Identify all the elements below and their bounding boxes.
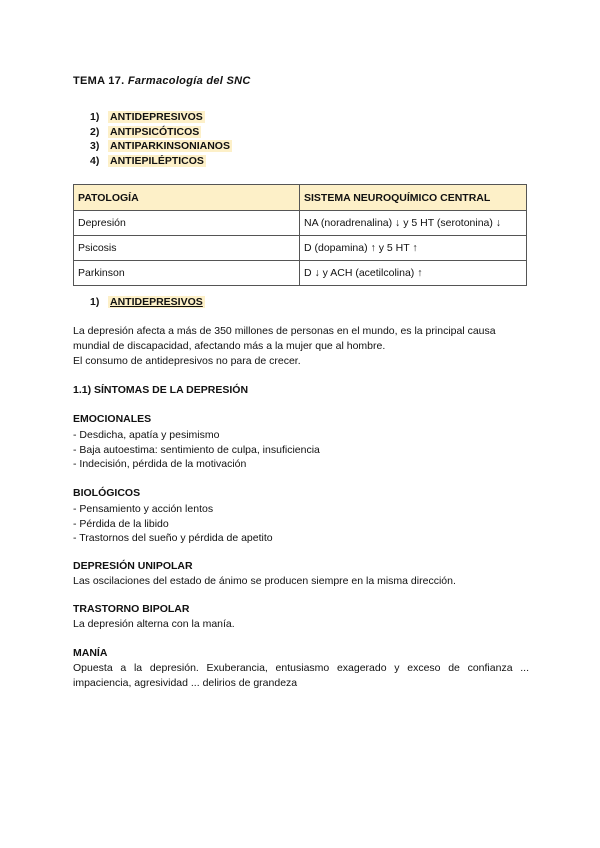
section-heading-label: ANTIDEPRESIVOS (110, 296, 203, 308)
table-of-contents (90, 110, 232, 168)
list-item: - Pérdida de la libido (73, 517, 169, 530)
table-row (74, 261, 527, 286)
unipolar-text: Las oscilaciones del estado de ánimo se producen siempre en la misma dirección. (73, 575, 456, 587)
bipolar-text: La depresión alterna con la manía. (73, 618, 235, 630)
toc-item: 2) ANTIPSICÓTICOS (90, 125, 200, 138)
intro-paragraph: La depresión afecta a más de 350 millones de personas en el mundo, es la principal causa mundial de discapacidad, afectando más a la mujer que al hombre. El consumo de antidepresivos no para de crecer. (73, 325, 496, 367)
biological-list (73, 502, 273, 546)
table-cell: NA (noradrenalina) ↓ y 5 HT (serotonina) ↓ (300, 211, 527, 236)
page-title (73, 75, 251, 87)
table-header-row (74, 185, 527, 211)
toc-item: 4) ANTIEPILÉPTICOS (90, 154, 204, 167)
mania-text: Opuesta a la depresión. Exuberancia, entusiasmo exagerado y exceso de confianza ... impaciencia, agresividad ... delirios de grandeza (73, 662, 529, 689)
table-cell: Psicosis (74, 236, 300, 261)
toc-item: 1) ANTIDEPRESIVOS (90, 111, 203, 123)
table-row (74, 211, 527, 236)
list-item: - Desdicha, apatía y pesimismo (73, 429, 220, 441)
list-item: - Trastornos del sueño y pérdida de apetito (73, 532, 273, 544)
toc-item-label: ANTIDEPRESIVOS (110, 111, 203, 123)
toc-item-label: ANTIPSICÓTICOS (110, 125, 200, 138)
emotional-list (73, 428, 320, 472)
column-header: SISTEMA NEUROQUÍMICO CENTRAL (300, 185, 527, 211)
list-item: - Baja autoestima: sentimiento de culpa, insuficiencia (73, 443, 320, 456)
emotional-heading: EMOCIONALES (73, 413, 152, 425)
list-item: - Indecisión, pérdida de la motivación (73, 458, 247, 470)
unipolar-heading: DEPRESIÓN UNIPOLAR (73, 560, 193, 572)
mania-heading: MANÍA (73, 647, 108, 659)
section-heading: 1) ANTIDEPRESIVOS (90, 296, 203, 308)
neurochemical-table (73, 184, 527, 286)
table-cell: Parkinson (74, 261, 300, 286)
table-cell: D ↓ y ACH (acetilcolina) ↑ (300, 261, 527, 286)
title-subject: Farmacología del SNC (127, 75, 251, 87)
toc-item: 3) ANTIPARKINSONIANOS (90, 140, 230, 152)
subsection-heading: 1.1) SÍNTOMAS DE LA DEPRESIÓN (73, 384, 249, 396)
table-row (74, 236, 527, 261)
column-header: PATOLOGÍA (74, 185, 300, 211)
list-item: - Pensamiento y acción lentos (73, 503, 214, 515)
toc-item-label: ANTIPARKINSONIANOS (110, 140, 230, 152)
table-cell: D (dopamina) ↑ y 5 HT ↑ (300, 236, 527, 261)
table-cell: Depresión (74, 211, 300, 236)
title-prefix: TEMA 17. (73, 75, 125, 87)
biological-heading: BIOLÓGICOS (73, 487, 141, 499)
bipolar-heading: TRASTORNO BIPOLAR (73, 603, 190, 615)
toc-item-label: ANTIEPILÉPTICOS (110, 154, 204, 167)
